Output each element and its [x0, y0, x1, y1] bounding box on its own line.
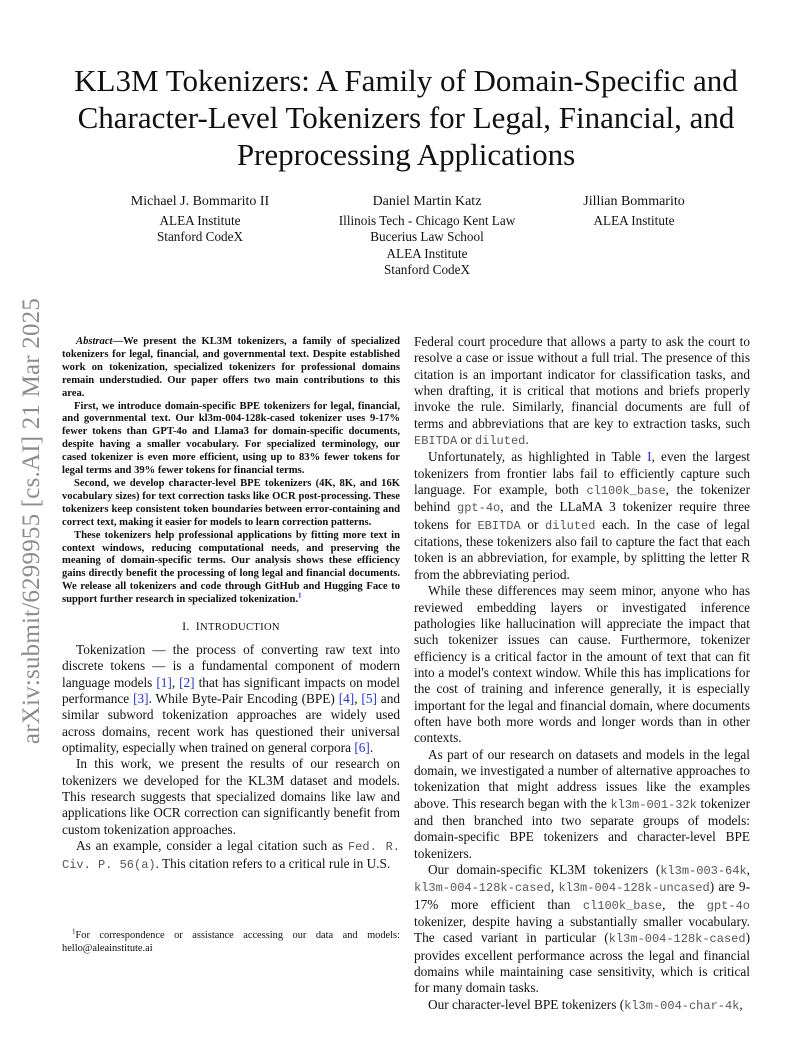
- author-affiliation: Illinois Tech - Chicago Kent Law: [338, 212, 516, 228]
- citation-link[interactable]: [2]: [179, 674, 195, 690]
- citation-link[interactable]: [3]: [133, 691, 149, 707]
- table-reference-link[interactable]: I: [647, 449, 652, 465]
- inline-code: kl3m-001-32k: [610, 797, 697, 812]
- author-affiliation: Bucerius Law School: [370, 229, 484, 245]
- inline-code: EBITDA: [414, 434, 458, 449]
- author-block-3: [556, 194, 712, 229]
- inline-code: EBITDA: [477, 518, 521, 533]
- section-heading: [62, 619, 400, 634]
- author-name: Jillian Bommarito: [583, 194, 685, 209]
- arxiv-sidebar-stamp: [2, 271, 62, 771]
- abstract-paragraph: [62, 530, 400, 607]
- abstract-paragraph: First, we introduce domain-specific BPE tokenizers for legal, financial, and governmental text. Our kl3m-004-128k-cased tokenizer uses 9-17% fewer tokens than GPT-4o and Llama3 for domain-specific documents, despite having a smaller vocabulary. For specialized terminology, our cased tokenizer is even more efficient, using up to 83% fewer tokens for legal terms and 39% fewer tokens for financial terms.: [62, 400, 400, 477]
- left-body-text: [62, 642, 400, 873]
- inline-code: diluted: [474, 434, 526, 449]
- footnote: [62, 927, 400, 955]
- citation-link[interactable]: [1]: [156, 674, 172, 690]
- footnote-mark: 1: [72, 927, 76, 936]
- author-affiliation: ALEA Institute: [159, 212, 241, 228]
- inline-code: gpt-4o: [457, 501, 501, 516]
- inline-code: kl3m-004-128k-cased: [608, 932, 746, 947]
- left-column: [62, 336, 400, 873]
- abstract-paragraph: Second, we develop character-level BPE tokenizers (4K, 8K, and 16K vocabulary sizes) for text correction tasks like OCR post-processing. These tokenizers keep consistent token boundaries between error-containing and correct text, making it easier for models to learn correction patterns.: [62, 477, 400, 528]
- citation-link[interactable]: [6]: [354, 740, 370, 756]
- abstract-text: These tokenizers help professional applications by fitting more text in context windows, reducing computational needs, and preserving the meaning of domain-specific terms. Our analysis shows these efficiency gains directly benefit the processing of long legal and financial documents. We release all tokenizers and code through GitHub and Hugging Face to support further research in specialized tokenization.: [62, 529, 400, 606]
- arxiv-identifier: arXiv:submit/6299955 [cs.AI] 21 Mar 2025: [18, 297, 45, 745]
- abstract-text: —We present the KL3M tokenizers, a family of specialized tokenizers for legal, financial, and governmental text. Despite established work on tokenization, specialized tokenizers for professional domains remain understudied. Our paper offers two main contributions to this area.: [62, 336, 400, 399]
- inline-code: gpt-4o: [706, 898, 750, 913]
- author-block-2: [318, 194, 536, 279]
- author-affiliation: ALEA Institute: [593, 212, 675, 228]
- author-affiliation: ALEA Institute: [386, 245, 468, 261]
- body-paragraph: Unfortunately, as highlighted in Table I, even the largest tokenizers from frontier labs fail to efficiently capture such language. For example, both cl100k_base, the tokenizer behind gpt-4o, and the LLaMA 3 tokenizer require three tokens for EBITDA or diluted each. In the case of legal citations, these tokenizers also fail to capture the fact that each token is an abbreviation, for example, by splitting the letter R from the abbreviating period.: [414, 449, 751, 582]
- body-paragraph: As part of our research on datasets and models in the legal domain, we investigated a number of alternative approaches to tokenization that might address issues like the examples above. This research began with the kl3m-001-32k tokenizer and then branched into two separate groups of models: domain-specific BPE tokenizers and character-level BPE tokenizers.: [414, 746, 750, 861]
- inline-code: kl3m-004-128k-cased: [414, 881, 551, 896]
- author-name: Michael J. Bommarito II: [130, 194, 270, 209]
- body-paragraph: Federal court procedure that allows a party to ask the court to resolve a case or issue without a full trial. The presence of this citation is an important indicator for classification tasks, and when drafting, it is critical that motions and briefs properly invoke the rule. Similarly, financial documents are full of terms and abbreviations that are key to extraction tasks, such EBITDA or diluted.: [414, 334, 750, 449]
- inline-code: Fed. R. Civ. P. 56(a): [62, 840, 400, 872]
- citation-link[interactable]: [4]: [338, 691, 355, 707]
- inline-code: cl100k_base: [582, 898, 663, 913]
- body-paragraph: As an example, consider a legal citation such as Fed. R. Civ. P. 56(a). This citation refers to a critical rule in U.S.: [62, 838, 400, 872]
- inline-code: kl3m-003-64k: [660, 864, 747, 878]
- body-paragraph: In this work, we present the results of our research on tokenizers we developed for the KL3M dataset and models. This research suggests that specialized domains like law and applications like OCR correction can significantly benefit from custom tokenization approaches.: [62, 756, 400, 837]
- footnote-text: For correspondence or assistance accessing our data and models: hello@aleainstitute.ai: [62, 930, 400, 954]
- body-paragraph: While these differences may seem minor, anyone who has reviewed embedding layers or investigated inference pathologies like hallucination will appreciate the impact that such tokenizer issues can cause. Furthermore, tokenizer efficiency is a critical factor in the amount of text that can fit into a model's context window. While this has implications for the cost of training and inference generally, it is especially important for the legal and financial domain, where documents often have both more words and longer words than in other contexts.: [414, 583, 750, 746]
- abstract-label: Abstract: [76, 336, 113, 347]
- section-title-initial: I: [195, 619, 201, 634]
- citation-link[interactable]: [5]: [361, 691, 377, 707]
- section-number: I.: [182, 619, 190, 634]
- abstract-paragraph: [62, 336, 400, 401]
- inline-code: diluted: [545, 518, 596, 533]
- author-block-1: [100, 194, 300, 246]
- author-affiliation: Stanford CodeX: [383, 262, 471, 278]
- inline-code: kl3m-004-128k-uncased: [558, 881, 710, 896]
- section-title-rest: NTRODUCTION: [200, 622, 280, 634]
- abstract: [62, 336, 400, 607]
- inline-code: kl3m-004-char-4k: [624, 998, 740, 1013]
- body-paragraph: Tokenization — the process of converting raw text into discrete tokens — is a fundamental component of modern language models [1], [2] that has significant impacts on model performance [3]. While Byte-Pair Encoding (BPE) [4], [5] and similar subword tokenization approaches are widely used across domains, recent work has questioned their universal optimality, especially when trained on general corpora [6].: [62, 642, 400, 756]
- paper-title: KL3M Tokenizers: A Family of Domain-Specific and Character-Level Tokenizers for Legal, Financial, and Preprocessing Applications: [74, 63, 738, 172]
- author-name: Daniel Martin Katz: [372, 194, 482, 209]
- inline-code: cl100k_base: [586, 484, 666, 499]
- body-paragraph: Our character-level BPE tokenizers (kl3m-004-char-4k,: [428, 996, 743, 1013]
- footnote-mark-link[interactable]: 1: [298, 591, 302, 600]
- right-column: [414, 334, 750, 1014]
- author-affiliation: Stanford CodeX: [156, 229, 244, 245]
- body-paragraph: Our domain-specific KL3M tokenizers (kl3m-003-64k, kl3m-004-128k-cased, kl3m-004-128k-uncased) are 9-17% more efficient than cl100k_base, the gpt-4o tokenizer, despite having a substantially smaller vocabulary. The cased variant in particular (kl3m-004-128k-cased) provides excellent performance across the legal and financial domains while maintaining case sensitivity, which is critical for many domain tasks.: [414, 862, 750, 996]
